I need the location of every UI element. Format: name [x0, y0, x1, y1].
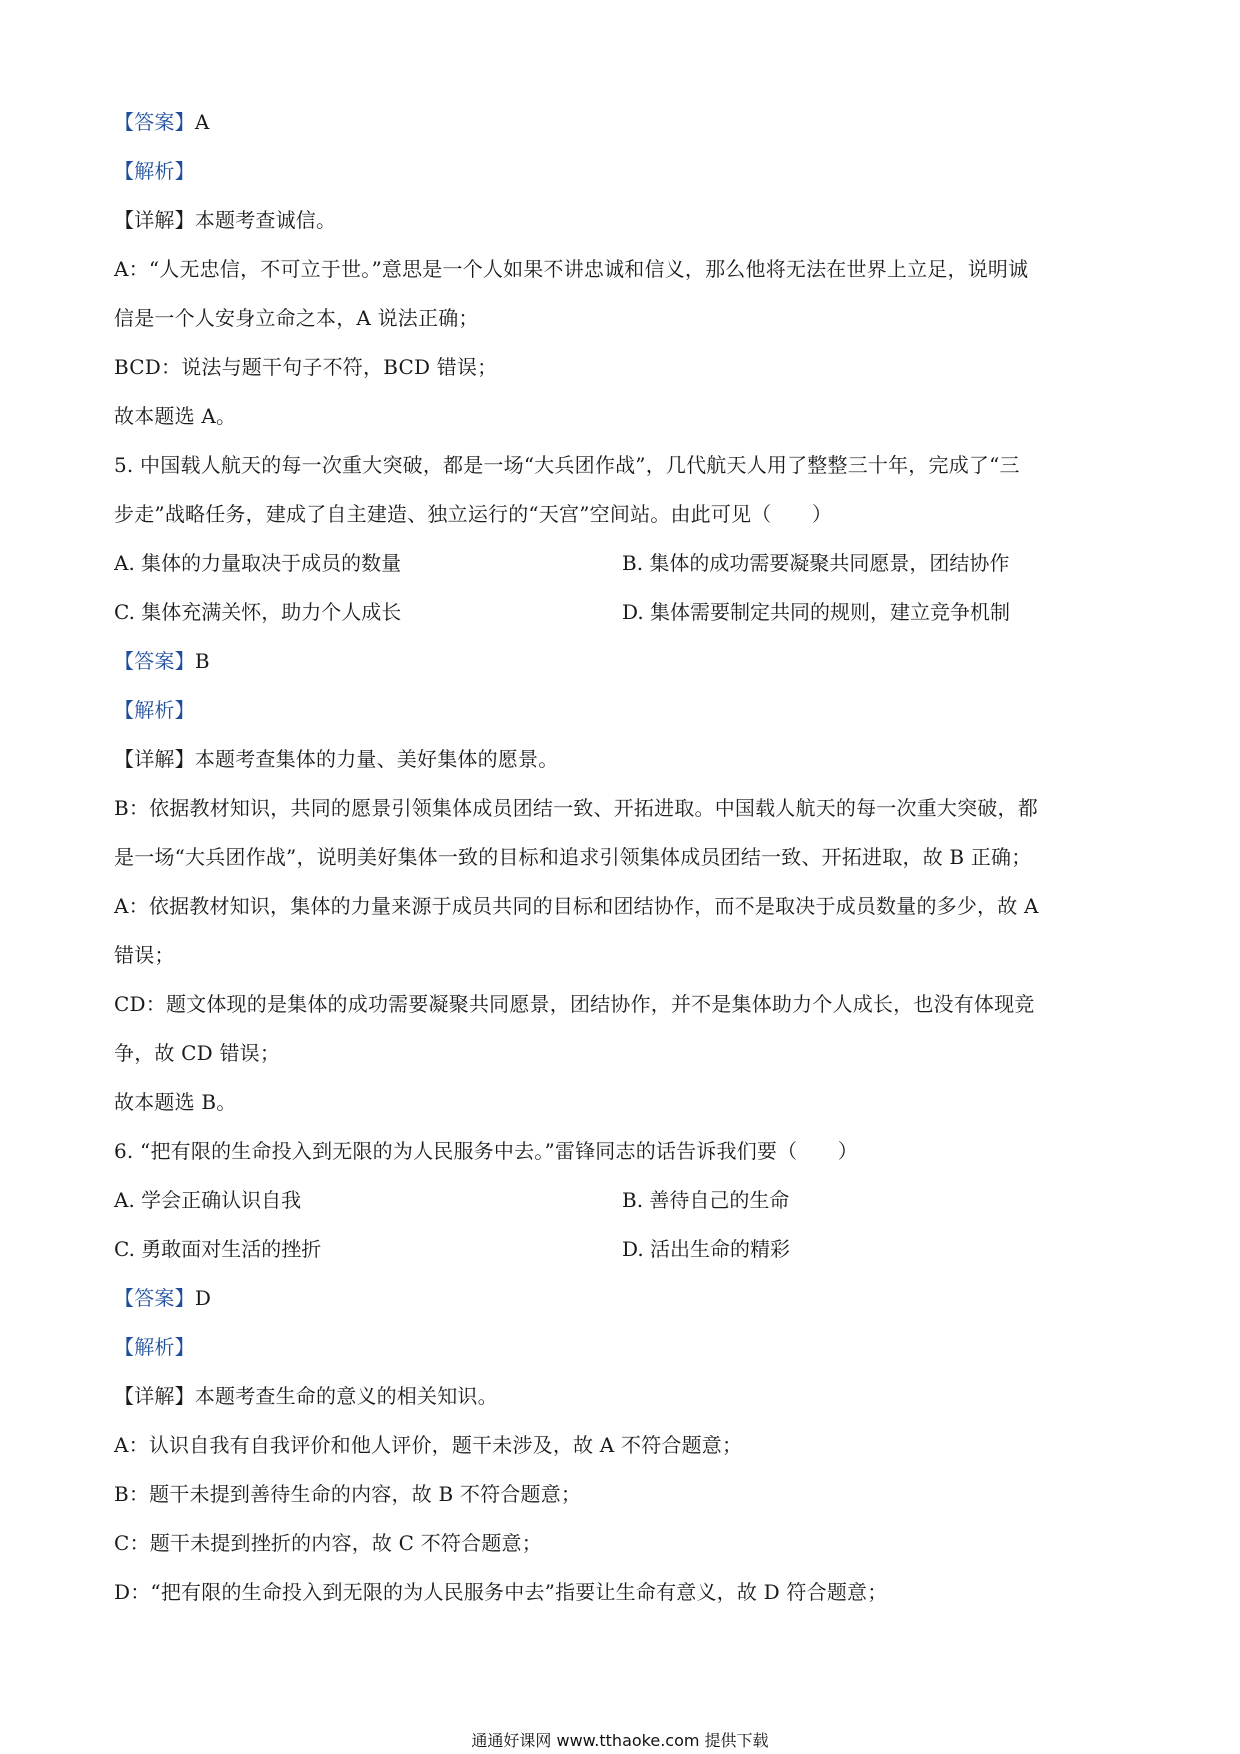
- detail-text: 本题考查诚信。: [194, 208, 337, 232]
- q6-option-c: C. 勇敢面对生活的挫折: [114, 1237, 322, 1261]
- q4-answer: [114, 98, 1134, 147]
- q6-explanation-line: A：认识自我有自我评价和他人评价，题干未涉及，故 A 不符合题意；: [114, 1433, 743, 1457]
- q4-explanation-line: 故本题选 A。: [114, 404, 237, 428]
- detail-text: 本题考查生命的意义的相关知识。: [194, 1384, 498, 1408]
- answer-tag: 【答案】: [114, 1286, 195, 1310]
- q6-options-row: [114, 1225, 1134, 1274]
- q4-explanation-line: A：“人无忠信，不可立于世。”意思是一个人如果不讲忠诚和信义，那么他将无法在世界上立足，说明诚: [114, 257, 1029, 281]
- q5-explanation-line: 是一场“大兵团作战”，说明美好集体一致的目标和追求引领集体成员团结一致、开拓进取，故 B 正确；: [114, 845, 1032, 869]
- q5-options-row: [114, 539, 1134, 588]
- page-footer: 通通好课网 www.tthaoke.com 提供下载: [471, 1731, 769, 1750]
- q6-stem: 6. “把有限的生命投入到无限的为人民服务中去。”雷锋同志的话告诉我们要（ ）: [114, 1139, 858, 1163]
- q4-detail: [114, 196, 1134, 245]
- q4-explanation-line: 信是一个人安身立命之本，A 说法正确；: [114, 306, 479, 330]
- answer-tag: 【答案】: [114, 110, 195, 134]
- q5-option-a: A. 集体的力量取决于成员的数量: [114, 551, 402, 575]
- answer-value: A: [194, 110, 210, 134]
- q4-analysis-tag: 【解析】: [114, 159, 195, 183]
- q6-explanation-line: D：“把有限的生命投入到无限的为人民服务中去”指要让生命有意义，故 D 符合题意；: [114, 1580, 888, 1604]
- q5-stem-line: 5. 中国载人航天的每一次重大突破，都是一场“大兵团作战”，几代航天人用了整整三十年，完成了“三: [114, 453, 1020, 477]
- q5-explanation-line: A：依据教材知识，集体的力量来源于成员共同的目标和团结协作，而不是取决于成员数量的多少，故 A: [114, 894, 1039, 918]
- q4-explanation-line: BCD：说法与题干句子不符，BCD 错误；: [114, 355, 498, 379]
- q5-option-d: D. 集体需要制定共同的规则，建立竞争机制: [622, 600, 1011, 624]
- detail-tag: 【详解】: [114, 747, 195, 771]
- q5-detail: [114, 735, 1134, 784]
- q5-explanation-line: 争，故 CD 错误；: [114, 1041, 281, 1065]
- q6-options-row: [114, 1176, 1134, 1225]
- answer-tag: 【答案】: [114, 649, 195, 673]
- q5-answer: [114, 637, 1134, 686]
- q5-stem-line: 步走”战略任务，建成了自主建造、独立运行的“天宫”空间站。由此可见（ ）: [114, 502, 833, 526]
- q5-option-c: C. 集体充满关怀，助力个人成长: [114, 600, 402, 624]
- document-page: [114, 98, 1134, 1617]
- q5-analysis-tag: 【解析】: [114, 698, 195, 722]
- q5-option-b: B. 集体的成功需要凝聚共同愿景，团结协作: [622, 551, 1010, 575]
- q6-detail: [114, 1372, 1134, 1421]
- q6-analysis-tag: 【解析】: [114, 1335, 195, 1359]
- q6-option-b: B. 善待自己的生命: [622, 1188, 790, 1212]
- answer-value: D: [194, 1286, 212, 1310]
- q5-options-row: [114, 588, 1134, 637]
- q5-explanation-line: 错误；: [114, 943, 175, 967]
- q6-option-d: D. 活出生命的精彩: [622, 1237, 791, 1261]
- q5-explanation-line: CD：题文体现的是集体的成功需要凝聚共同愿景，团结协作，并不是集体助力个人成长，也没有体现竞: [114, 992, 1035, 1016]
- detail-text: 本题考查集体的力量、美好集体的愿景。: [194, 747, 559, 771]
- detail-tag: 【详解】: [114, 1384, 195, 1408]
- q6-explanation-line: B：题干未提到善待生命的内容，故 B 不符合题意；: [114, 1482, 582, 1506]
- q5-explanation-line: 故本题选 B。: [114, 1090, 237, 1114]
- q6-option-a: A. 学会正确认识自我: [114, 1188, 302, 1212]
- q6-answer: [114, 1274, 1134, 1323]
- detail-tag: 【详解】: [114, 208, 195, 232]
- answer-value: B: [194, 649, 210, 673]
- q5-explanation-line: B：依据教材知识，共同的愿景引领集体成员团结一致、开拓进取。中国载人航天的每一次重大突破，都: [114, 796, 1038, 820]
- q6-explanation-line: C：题干未提到挫折的内容，故 C 不符合题意；: [114, 1531, 542, 1555]
